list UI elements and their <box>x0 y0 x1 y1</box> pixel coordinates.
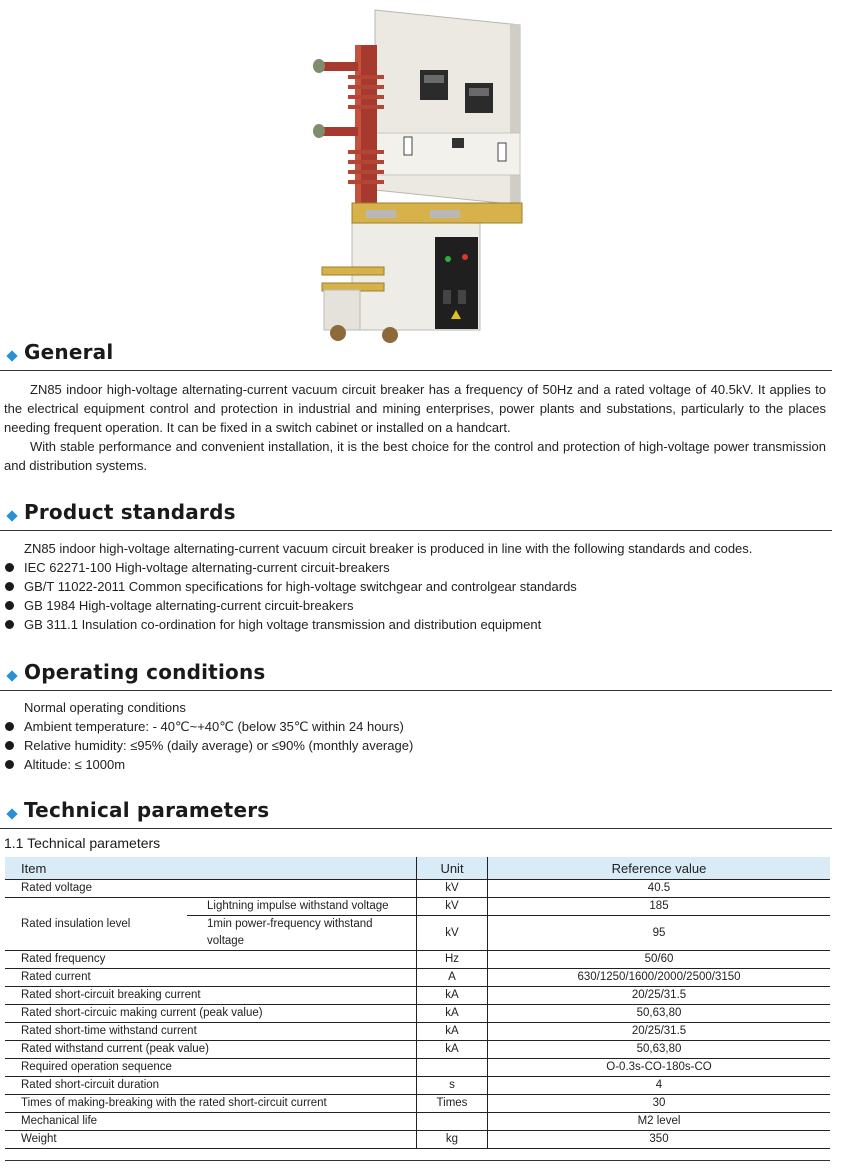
cell-unit: kV <box>417 880 488 898</box>
standards-list <box>0 558 832 634</box>
section-title: Product standards <box>24 500 236 524</box>
technical-header <box>0 798 832 829</box>
cell-item: Rated insulation level <box>5 898 187 951</box>
list-item: GB/T 11022-2011 Common specifications for high-voltage switchgear and controlgear standards <box>0 577 832 596</box>
list-item: Ambient temperature: - 40℃~+40℃ (below 35℃ within 24 hours) <box>0 717 832 736</box>
table-row <box>5 951 830 969</box>
operating-intro: Normal operating conditions <box>24 700 186 715</box>
cell-item: Rated voltage <box>5 880 417 898</box>
cell-ref: 50/60 <box>488 951 831 969</box>
cell-subitem: 1min power-frequency withstand voltage <box>187 916 417 951</box>
cell-unit: kA <box>417 987 488 1005</box>
table-row <box>5 880 830 898</box>
table-row <box>5 1005 830 1023</box>
cell-ref: M2 level <box>488 1113 831 1131</box>
standards-section <box>0 500 832 634</box>
cell-unit: kA <box>417 1041 488 1059</box>
header-unit: Unit <box>417 857 488 880</box>
table-row <box>5 987 830 1005</box>
cell-unit: kA <box>417 1023 488 1041</box>
section-title: General <box>24 340 114 364</box>
table-header-row <box>5 857 830 880</box>
cell-unit: kg <box>417 1131 488 1149</box>
diamond-bullet-icon <box>6 510 17 521</box>
cell-ref: 4 <box>488 1077 831 1095</box>
cell-item: Times of making-breaking with the rated short-circuit current <box>5 1095 417 1113</box>
table-row <box>5 1095 830 1113</box>
circuit-breaker-photo <box>310 5 525 345</box>
operating-section <box>0 660 832 774</box>
cell-item: Rated short-circuit duration <box>5 1077 417 1095</box>
table-row <box>5 969 830 987</box>
cell-ref: 40.5 <box>488 880 831 898</box>
table-row <box>5 1041 830 1059</box>
cell-ref: 30 <box>488 1095 831 1113</box>
diamond-bullet-icon <box>6 670 17 681</box>
general-header <box>0 340 832 371</box>
diamond-bullet-icon <box>6 350 17 361</box>
table-caption: 1.1 Technical parameters <box>4 835 161 851</box>
list-item: Relative humidity: ≤95% (daily average) or ≤90% (monthly average) <box>0 736 832 755</box>
list-item: GB 1984 High-voltage alternating-current circuit-breakers <box>0 596 832 615</box>
general-section <box>0 340 832 475</box>
cell-ref: 50,63,80 <box>488 1005 831 1023</box>
cell-item: Rated frequency <box>5 951 417 969</box>
operating-header <box>0 660 832 691</box>
cell-ref: 95 <box>488 916 831 951</box>
cell-unit: A <box>417 969 488 987</box>
header-reference-value: Reference value <box>488 857 831 880</box>
cell-item: Rated short-circuit breaking current <box>5 987 417 1005</box>
cell-item: Rated withstand current (peak value) <box>5 1041 417 1059</box>
diamond-bullet-icon <box>6 808 17 819</box>
cell-unit <box>417 1059 488 1077</box>
bottom-divider <box>5 1160 830 1161</box>
cell-unit: Hz <box>417 951 488 969</box>
cell-ref: 350 <box>488 1131 831 1149</box>
standards-header <box>0 500 832 531</box>
cell-ref: 20/25/31.5 <box>488 987 831 1005</box>
cell-ref: 185 <box>488 898 831 916</box>
technical-parameters-table <box>5 857 830 1149</box>
cell-unit: kV <box>417 916 488 951</box>
table-row <box>5 1023 830 1041</box>
technical-section <box>0 798 832 829</box>
header-item: Item <box>5 857 417 880</box>
list-item: IEC 62271-100 High-voltage alternating-current circuit-breakers <box>0 558 832 577</box>
cell-item: Mechanical life <box>5 1113 417 1131</box>
section-title: Technical parameters <box>24 798 270 822</box>
operating-list <box>0 717 832 774</box>
cell-item: Rated short-time withstand current <box>5 1023 417 1041</box>
list-item: GB 311.1 Insulation co-ordination for high voltage transmission and distribution equipment <box>0 615 832 634</box>
cell-unit: s <box>417 1077 488 1095</box>
cell-unit: Times <box>417 1095 488 1113</box>
cell-ref: 50,63,80 <box>488 1041 831 1059</box>
standards-intro: ZN85 indoor high-voltage alternating-current vacuum circuit breaker is produced in line with the following standards and codes. <box>24 541 753 556</box>
cell-unit: kV <box>417 898 488 916</box>
cell-item: Weight <box>5 1131 417 1149</box>
table-row <box>5 1131 830 1149</box>
general-paragraph-1: ZN85 indoor high-voltage alternating-current vacuum circuit breaker has a frequency of 50Hz and a rated voltage of 40.5kV. It applies to the electrical equipment control and protection in industrial and mining enterprises, power plants and substations, particularly to the places needing frequent operation. It can be fixed in a switch cabinet or installed on a handcart. <box>4 382 826 435</box>
cell-subitem: Lightning impulse withstand voltage <box>187 898 417 916</box>
cell-ref: 20/25/31.5 <box>488 1023 831 1041</box>
table-row <box>5 1077 830 1095</box>
table-row <box>5 1113 830 1131</box>
cell-item: Rated current <box>5 969 417 987</box>
table-row <box>5 898 830 916</box>
cell-item: Required operation sequence <box>5 1059 417 1077</box>
cell-ref: 630/1250/1600/2000/2500/3150 <box>488 969 831 987</box>
table-row <box>5 1059 830 1077</box>
general-paragraph-2: With stable performance and convenient installation, it is the best choice for the control and protection of high-voltage power transmission and distribution systems. <box>4 439 826 473</box>
cell-unit: kA <box>417 1005 488 1023</box>
cell-item: Rated short-circuic making current (peak value) <box>5 1005 417 1023</box>
cell-unit <box>417 1113 488 1131</box>
list-item: Altitude: ≤ 1000m <box>0 755 832 774</box>
cell-ref: O-0.3s-CO-180s-CO <box>488 1059 831 1077</box>
section-title: Operating conditions <box>24 660 266 684</box>
